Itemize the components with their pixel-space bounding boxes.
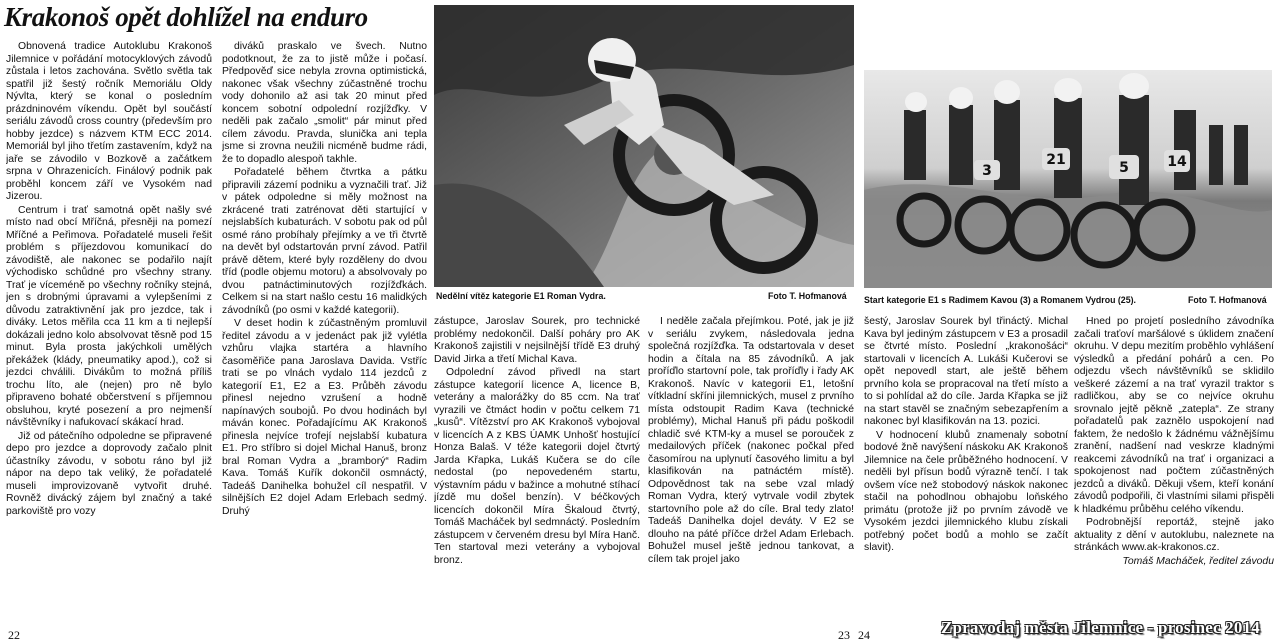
column-2: [222, 41, 427, 616]
race-number: 14: [1167, 154, 1187, 170]
paragraph: Hned po projetí posledního závodníka začali traťoví maršálové s úklidem značení okruhu. V depu mezitím proběhlo vyhlášení výsledků a předání pohárů a cen. Po odjezdu všech návštěvníků se sklidilo veškeré zázemí a na trať vyrazil traktor s radličkou, aby se co nejvíce okruhu srovnalo jejtě pěkně „zatepla“. Ze strany pořadatelů pak zaznělo uspokojení nad faktem, že nedošlo k žádnému vážnějšímu zranění, nadšení nad veskrze kladnými reakcemi závodníků na trať i organizaci a spokojenost nad počtem zúčastněných jezdců a diváků. Děkuji všem, kteří konání závodů podpořili, či vlastními silami přispěli k hladkému průběhu celého víkendu.: [1074, 316, 1274, 515]
paragraph: šestý, Jaroslav Šourek byl třináctý. Michal Kava byl jediným zástupcem v E3 a prosadil se čtvrté místo. Poslední „krakonošáci“ startovali v licencích A. Lukáši Kučerovi se opět nepovedl start, ale ještě během prvního kola se propracoval na třetí místo a to si pohlídal až do cíle. Jarda Křapka se již na start stavěl se značným sebezapřením a nakonec byl klasifikován na 13. pozici.: [864, 316, 1068, 427]
column-4: [648, 316, 854, 616]
paragraph: Odpolední závod přivedl na start zástupce kategorií licence A, licence B, veterány a malorážky do 85 ccm. Na trať vyrazili ve čtmáct hodin v počtu celkem 71 „kusů“. Vítězství pro AK Krakonoš vybojoval v licencích A z KBS ÚAMK Unhošť hostující Honza Balaš. V téže kategorii dojel čtvrtý Jarda Křapka, Lukáš Kučera se do cíle nedostal (po nepovedeném startu, výstavním pádu v bažince a mohutné stíhací jízdě mu došel benzín). V béčkových licencích dokončil Míra Škaloud čtvrtý, Tomáš Macháček byl sedmnáctý. Posledním zástupcem v červeném dresu byl Míra Hanč. Ten startoval mezi veterány a vybojoval bronz.: [434, 367, 640, 566]
paragraph: Pořadatelé během čtvrtka a pátku připravili zázemí podniku a vyznačili trať. Již v pátek odpoledne si měly možnost na zkrácené trati zatrénovat děti startující v nejslabších kubaturách. V sobotu pak od půl osmé ráno probíhaly přejímky a ve tři čtvrtě na devět byl odstartován první závod. Patřil právě dětem, které byly rozděleny do dvou tříd (podle objemu motoru) a absolvovaly po dvou patnáctiminutových rozjížďkách. Celkem si na start našlo cestu 16 malidkých závodníků (po osmi v každé kategorii).: [222, 167, 427, 316]
photo-roman-vydra: [434, 5, 854, 287]
photo-caption-right: Start kategorie E1 s Radimem Kavou (3) a Romanem Vydrou (25).: [864, 295, 1136, 305]
race-number: 3: [982, 163, 992, 179]
paragraph: Podrobnější reportáž, stejně jako aktuality z dění v autoklubu, naleznete na stránkách www.ak-krakonos.cz.: [1074, 517, 1274, 553]
paragraph: Centrum i trať samotná opět našly své místo nad obcí Mříčná, přesněji na pomezí Mříčné a Peřimova. Pořadatelé museli řešit problém s příjezdovou komunikací do závodiště, ale nakonec se podařilo najít východisko schůdné pro všechny strany. Trať je víceméně po všechny ročníky stejná, jen s drobnými úpravami a vylepšeními z důvodu zatraktivnění jak pro jezdce, tak i diváky. Letos měřila cca 11 km a ti nejlepší dokázali jedno kolo absolvovat těsně pod 15 minut. Byla prosta jakýchkoli umělých překážek (klády, pneumatiky apod.), což si jezdci chválili. Divákům to možná příliš trochu líto, ale (nejen) pro ně bylo připraveno bohaté občerstvení s příjemnou obsluhou, kryté posezení a pro nejmenší návštěvníky i nafukovací skákací hrad.: [6, 204, 212, 428]
paragraph: V deset hodin k zúčastněným promluvil ředitel závodu a v jedenáct pak již vylétla vzhůru vlajka startéra a hlavního časoměřiče pana Jaroslava Davida. Vstříc trati se po vlnách vydalo 114 jezdců z kategorií E1, E2 a E3. Průběh závodu přinesl nejedno vzrušení a hodně napínavých soubojů. Po dvou hodinách byl máván konec. Pořadajícímu AK Krakonoš přinesla nejvíce trofejí nejslabší kubatura E1. Pro stříbro si dojel Michal Hanuš, bronz bral Roman Vydra a „bramborý“ Radim Kava. Tomáš Kuřík dokončil osmnáctý, Tadeáš Danihelka bohužel cíl nespatřil. V silnějších E2 dojel Adam Erlebach sedmý. Druhý: [222, 318, 427, 517]
paragraph: I neděle začala přejímkou. Poté, jak je již v seriálu zvykem, následovala jedna společná rozjížďka. Ta odstartovala v deset hodin a čítala na 85 závodníků. A jak proříďlo startovní pole, tak proříďly i řady AK Krakonoš. Navíc v kategorii E1, letošní vítkladní skříni jilemnických, musel z prvního místa odstoupit Radim Kava (technické problémy), Michal Hanuš při pádu poškodil chladič své KTM-ky a musel se porouček z medailových příček (nakonec počkal před časomírou na uplynutí časového limitu a byl klasifikován na patnáctém místě). Odpovědnost tak na sebe vzal mladý Roman Vydra, který vytrvale vodil zbytek startovního pole až do cíle. Bral tedy zlato! Tadeáš Danihelka dojel deváty. V E2 se dlouho na páté příčce držel Adam Erlebach. Bohužel musel ještě jednou tankovat, a cílem tak projel jako: [648, 316, 854, 565]
column-6: [1074, 316, 1274, 618]
photo-caption-left: Nedělní vítěz kategorie E1 Roman Vydra.: [436, 291, 606, 301]
race-number: 21: [1046, 152, 1066, 168]
article-title: Krakonoš opět dohlížel na enduro: [4, 2, 368, 32]
column-5: [864, 316, 1068, 616]
column-1: [6, 41, 212, 616]
paragraph: Obnovená tradice Autoklubu Krakonoš Jilemnice v pořádání motocyklových závodů zůstala i letos zachována. Světlo světla tak spatřil již šestý ročník Memoriálu Oldy Nývlta, který se konal o posledním prázdninovém víkendu. Opět byl součástí seriálu závodů cross country (především pro hobby jezdce) s názvem KTM ECC 2014. Memoriál byl jiho třetím zastavením, když na jaře se závodilo v Bozkově a začátkem srpna v Ohrazenicích. Finálový podnik pak proběhl koncem září ve Vysokém nad Jizerou.: [6, 41, 212, 202]
paragraph: Již od pátečního odpoledne se připravené depo pro jezdce a doprovody začalo plnit účastníky závodu, v sobotu ráno byl již nápor na depo tak veliký, že pořadatelé museli improvizovaně vytvořit druhé. Rovněž divácký zájem byl značný a také parkoviště pro vozy: [6, 430, 212, 517]
race-number: 5: [1119, 160, 1129, 176]
photo-credit-right: Foto T. Hofmanová: [1188, 295, 1267, 305]
page-number-right: 24: [858, 628, 870, 642]
paragraph: zástupce, Jaroslav Šourek, pro technické problémy nedokončil. Další poháry pro AK Krakonoš zajistili v nejsilnější třídě E3 druhý David Jirka a třetí Michal Kava.: [434, 316, 640, 365]
photo-start-e1: [864, 70, 1272, 288]
column-3: [434, 316, 640, 616]
paragraph: V hodnocení klubů znamenaly sobotní bodové žně navýšení náskoku AK Krakonoš Jilemnice na čele průběžného hodnocení. V neděli byl přísun bodů výrazně tenčí. I tak ovšem více než stobodový náskok nakonec stačil na pohodlnou obhajobu loňského primátu (protože již po prvním závodě ve Vysokém jezdci jilemnického klubu získali potřebný počet bodů a mohlo se začít slavit).: [864, 429, 1068, 553]
paragraph: diváků praskalo ve švech. Nutno podotknout, že za to jistě může i počasí. Předpověď sice nebyla zrovna optimistická, nakonec však všechny zúčastněné trochu vody dohonilo až asi tak 20 minut před koncem sobotní odpolední rozjížďky. V neděli pak začalo „smolit“ pár minut před cílem závodu. Pravda, slunička ani tepla jsme si zrovna neužili nicméně budme rádi, že to dopadlo alespoň takhle.: [222, 41, 427, 165]
photo-credit-left: Foto T. Hofmanová: [768, 291, 847, 301]
page-number-left: 22: [8, 628, 20, 642]
publication-footer: Zpravodaj města Jilemnice - prosinec 2014: [940, 618, 1260, 637]
page-number-middle: 23: [838, 628, 850, 642]
article-signature: Tomáš Macháček, ředitel závodu: [1122, 555, 1274, 567]
